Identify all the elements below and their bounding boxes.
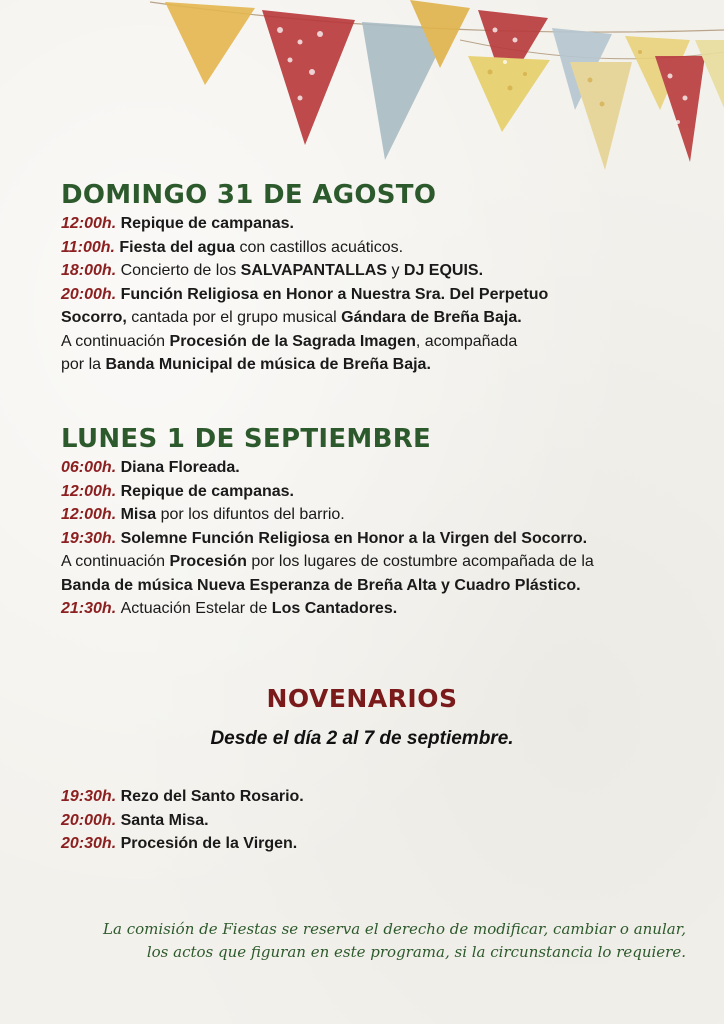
schedule-line xyxy=(61,832,701,856)
schedule-time: 19:30h. xyxy=(61,529,121,547)
lunes-title: LUNES 1 DE SEPTIEMBRE xyxy=(61,424,432,454)
schedule-line xyxy=(61,503,701,527)
schedule-text: Santa Misa. xyxy=(120,811,209,829)
schedule-line xyxy=(61,809,701,833)
disclaimer xyxy=(26,918,686,964)
schedule-time: 21:30h. xyxy=(61,600,121,617)
schedule-text: Diana Floreada. xyxy=(120,459,240,476)
schedule-text: Actuación Estelar de xyxy=(120,600,272,617)
novenarios-schedule xyxy=(61,785,701,856)
schedule-text: Banda Municipal de música de Breña Baja. xyxy=(105,356,431,373)
schedule-line xyxy=(61,306,701,330)
schedule-text: Repique de campanas. xyxy=(120,215,294,232)
schedule-line xyxy=(61,574,701,598)
schedule-text: y xyxy=(387,262,404,279)
schedule-text: Banda de música Nueva Esperanza de Breña Alta y Cuadro Plástico. xyxy=(61,576,581,594)
schedule-text: Fiesta del agua xyxy=(119,238,235,256)
schedule-text: Misa xyxy=(120,506,157,523)
pennant-cream xyxy=(570,62,632,170)
schedule-text: cantada por el grupo musical xyxy=(126,309,342,326)
schedule-text: con castillos acuáticos. xyxy=(235,238,404,256)
schedule-text: Procesión de la Virgen. xyxy=(120,835,298,852)
schedule-line xyxy=(61,527,701,551)
schedule-line xyxy=(61,236,701,260)
schedule-text: A continuación xyxy=(61,332,170,350)
schedule-text: Procesión de la Sagrada Imagen xyxy=(169,332,416,350)
schedule-text: SALVAPANTALLAS xyxy=(240,262,388,279)
pennant-yellow xyxy=(165,2,255,85)
schedule-time: 18:00h. xyxy=(61,262,121,279)
novenarios-title: NOVENARIOS xyxy=(266,684,458,713)
schedule-text: Procesión xyxy=(169,553,247,570)
disclaimer-line-2: los actos que figuran en este programa, si la circunstancia lo requiere. xyxy=(146,943,686,961)
lunes-section xyxy=(61,424,701,621)
schedule-text: DJ EQUIS. xyxy=(403,262,484,279)
schedule-text: , acompañada xyxy=(415,332,518,350)
schedule-text: Los Cantadores. xyxy=(271,600,398,617)
schedule-time: 12:00h. xyxy=(61,506,121,523)
schedule-time: 19:30h. xyxy=(61,788,121,805)
schedule-text: Gándara de Breña Baja. xyxy=(341,309,522,326)
schedule-line xyxy=(61,259,701,283)
lunes-schedule xyxy=(61,456,701,621)
disclaimer-line-1: La comisión de Fiestas se reserva el derecho de modificar, cambiar o anular, xyxy=(103,920,686,938)
schedule-time: 20:00h. xyxy=(61,285,121,303)
schedule-text: Rezo del Santo Rosario. xyxy=(120,788,304,805)
schedule-time: 11:00h. xyxy=(61,238,120,256)
pennant-red xyxy=(655,56,705,162)
schedule-line xyxy=(61,330,701,354)
schedule-text: Socorro, xyxy=(61,309,127,326)
schedule-text: A continuación xyxy=(61,553,170,570)
schedule-time: 06:00h. xyxy=(61,459,121,476)
schedule-time: 12:00h. xyxy=(61,482,121,500)
schedule-line xyxy=(61,785,701,809)
schedule-line xyxy=(61,597,701,621)
schedule-text: por los lugares de costumbre acompañada de la xyxy=(246,553,594,570)
schedule-line xyxy=(61,550,701,574)
schedule-time: 20:30h. xyxy=(61,835,121,852)
bunting-decoration xyxy=(0,0,724,175)
schedule-line xyxy=(61,456,701,480)
domingo-schedule xyxy=(61,212,701,377)
schedule-line xyxy=(61,283,701,307)
novenarios-subtitle: Desde el día 2 al 7 de septiembre. xyxy=(210,728,514,749)
schedule-line xyxy=(61,212,701,236)
schedule-text: por los difuntos del barrio. xyxy=(156,506,345,523)
domingo-title: DOMINGO 31 DE AGOSTO xyxy=(61,180,437,210)
schedule-text: Función Religiosa en Honor a Nuestra Sra. Del Perpetuo xyxy=(120,285,549,303)
novenarios-section xyxy=(61,785,701,856)
domingo-section xyxy=(61,180,701,377)
schedule-text: Solemne Función Religiosa en Honor a la Virgen del Socorro. xyxy=(120,529,588,547)
pennant-yellow xyxy=(468,56,550,132)
schedule-text: Repique de campanas. xyxy=(120,482,294,500)
schedule-time: 20:00h. xyxy=(61,811,121,829)
schedule-text: por la xyxy=(61,356,106,373)
schedule-line xyxy=(61,480,701,504)
schedule-text: Concierto de los xyxy=(120,262,241,279)
schedule-time: 12:00h. xyxy=(61,215,121,232)
schedule-line xyxy=(61,353,701,377)
pennant-red xyxy=(262,10,355,145)
